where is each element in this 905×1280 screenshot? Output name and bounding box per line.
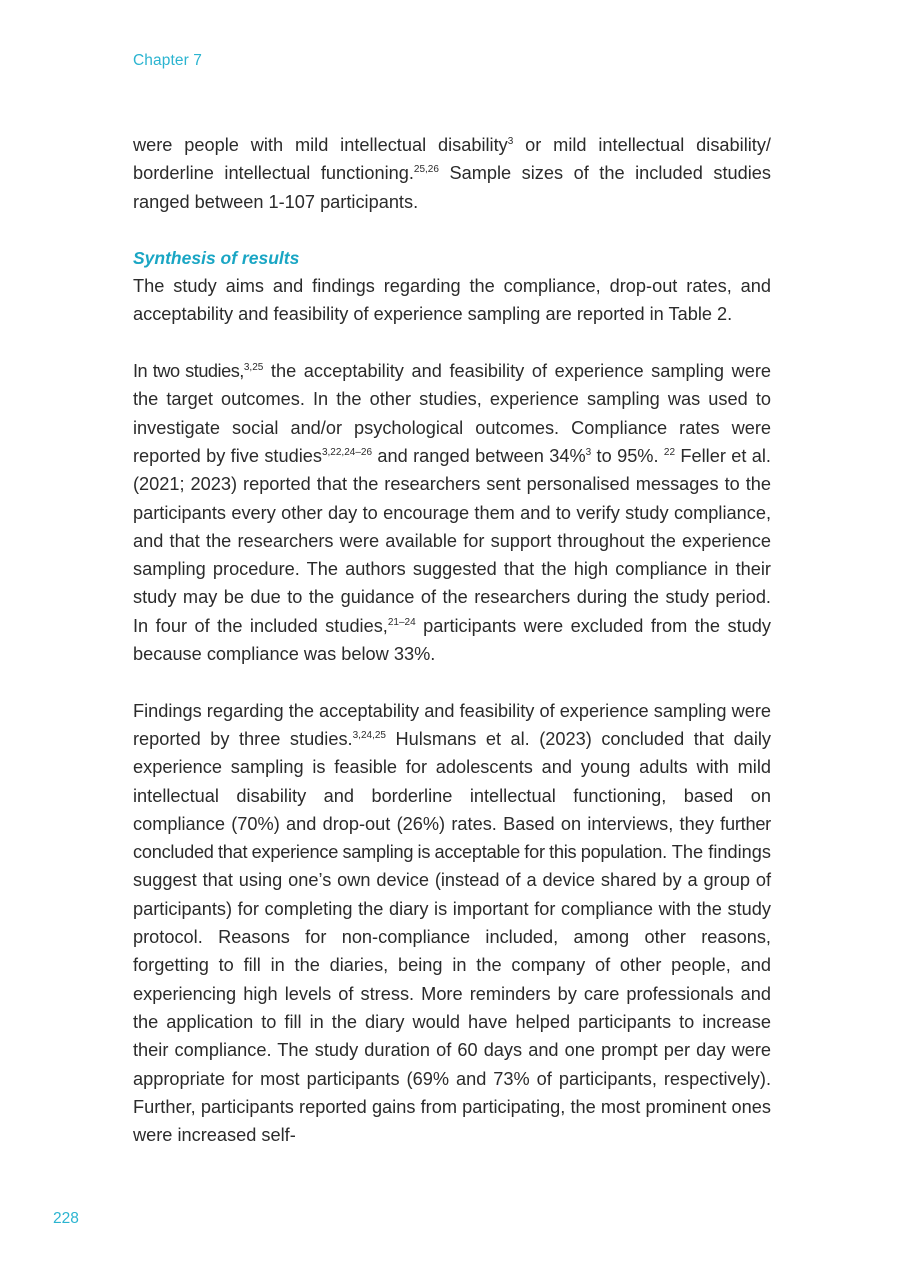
citation: 3,24,25 [352,729,386,741]
body-text [133,131,771,1149]
citation: 21–24 [387,616,416,628]
citation: 3,22,24–26 [321,446,373,458]
citation: 3,25 [243,362,264,374]
paragraph-2: The study aims and findings regarding the compliance, drop-out rates, and acceptability and feasibility of experience sampling are reported in Table 2. [133,276,771,325]
citation: 22 [663,446,676,458]
citation: 3 [585,446,592,458]
paragraph-1: were people with mild intellectual disability$^3$ or mild intellectual disability/ borderline intellectual functioning.$^{25,26}$ Sample sizes of the included studies ranged between 1-107 participants. [133,135,771,212]
paragraph-3: In two studies,$^{3,25}$ the acceptability and feasibility of experience sampling were the target outcomes. In the other studies, experience sampling was used to investigate social and/or psychological outcomes. Compliance rates were reported by five studies$^{3,22,24-26}$ and ranged between 34%$^3$ to 95%. $^{22}$ Feller et al. (2021; 2023) reported that the researchers sent personalised messages to the participants every other day to encourage them and to verify study compliance, and that the researchers were available for support throughout the experience sampling procedure. The authors suggested that the high compliance in their study may be due to the guidance of the researchers during the study period. In four of the included studies,$^{21-24}$ participants were excluded from the study because compliance was below 33%. [133,361,771,665]
running-header: Chapter 7 [133,52,202,69]
section-heading: Synthesis of results [133,247,300,268]
page-number: 228 [53,1210,79,1227]
citation: 25,26 [413,164,439,176]
paragraph-4: Findings regarding the acceptability and feasibility of experience sampling were reported by three studies.$^{3,24,25}$ Hulsmans et al. (2023) concluded that daily experience sampling is feasible for adolescents and young adults with mild intellectual disability and borderline intellectual functioning, based on compliance (70%) and drop-out (26%) rates. Based on interviews, they further concluded that experience sampling is acceptable for this population. The findings suggest that using one’s own device (instead of a device shared by a group of participants) for completing the diary is important for compliance with the study protocol. Reasons for non-compliance included, among other reasons, forgetting to fill in the diaries, being in the company of other people, and experiencing high levels of stress. More reminders by care professionals and the application to fill in the diary would have helped participants to increase their compliance. The study duration of 60 days and one prompt per day were appropriate for most participants (69% and 73% of participants, respectively). Further, participants reported gains from participating, the most prominent ones were increased self- [133,700,771,1146]
citation: 3 [507,135,514,147]
